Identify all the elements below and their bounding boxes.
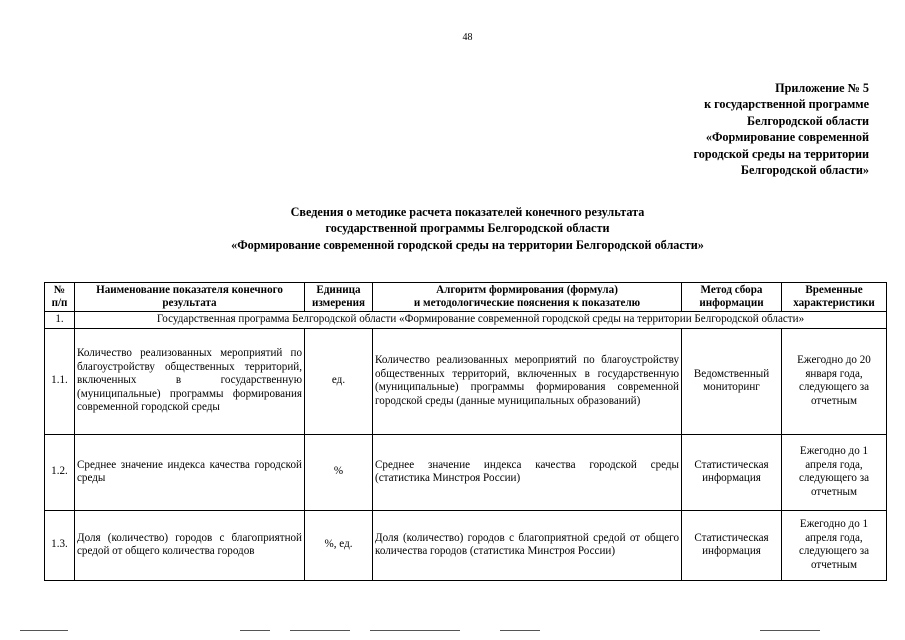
header-unit: Единица измерения: [305, 283, 373, 312]
header-method: Метод сбора информации: [682, 283, 782, 312]
appendix-line: Приложение № 5: [775, 81, 869, 95]
appendix-line: «Формирование современной: [705, 130, 869, 145]
section-row: [45, 312, 887, 329]
table-row: [45, 510, 887, 580]
header-time: Временные характеристики: [782, 283, 887, 312]
algorithm-cell: Доля (количество) городов с благоприятной средой от общего количества городов (статистика Минстроя России): [373, 510, 682, 580]
scan-edge-marks: [0, 628, 905, 634]
time-cell: Ежегодно до 1 апреля года, следующего за отчетным: [782, 510, 887, 580]
unit-cell: ед.: [305, 328, 373, 434]
page-number: 48: [462, 32, 473, 43]
document-title: [0, 204, 905, 253]
indicator-name: Доля (количество) городов с благоприятной средой от общего количества городов: [75, 510, 305, 580]
appendix-line: городской среды на территории: [693, 146, 869, 161]
section-title: Государственная программа Белгородской области «Формирование современной городской среды на территории Белгородской области»: [75, 312, 887, 329]
time-cell: Ежегодно до 1 апреля года, следующего за отчетным: [782, 434, 887, 510]
table-row: [45, 434, 887, 510]
appendix-line: Белгородской области»: [740, 163, 869, 178]
header-num: № п/п: [45, 283, 75, 312]
row-num: 1.3.: [45, 510, 75, 580]
row-num: 1.1.: [45, 328, 75, 434]
table-row: [45, 328, 887, 434]
section-num: 1.: [45, 312, 75, 329]
method-cell: Статистическая информация: [682, 510, 782, 580]
method-cell: Ведомственный мониторинг: [682, 328, 782, 434]
unit-cell: %: [305, 434, 373, 510]
unit-cell: %, ед.: [305, 510, 373, 580]
algorithm-cell: Количество реализованных мероприятий по благоустройству общественных территорий, включенных в государственную (муниципальные) программы формирования современной городской среды (данные муниципальных образований): [373, 328, 682, 434]
appendix-line: Белгородской области: [747, 113, 869, 128]
row-num: 1.2.: [45, 434, 75, 510]
header-algorithm: Алгоритм формирования (формула) и методологические пояснения к показателю: [373, 283, 682, 312]
title-line: государственной программы Белгородской области: [325, 221, 610, 236]
algorithm-cell: Среднее значение индекса качества городской среды (статистика Минстроя России): [373, 434, 682, 510]
method-cell: Статистическая информация: [682, 434, 782, 510]
header-row: [45, 283, 887, 312]
title-line: Сведения о методике расчета показателей конечного результата: [290, 205, 645, 219]
indicator-name: Среднее значение индекса качества городской среды: [75, 434, 305, 510]
header-name: Наименование показателя конечного результата: [75, 283, 305, 312]
methodology-table: [44, 282, 887, 581]
indicator-name: Количество реализованных мероприятий по благоустройству общественных территорий, включенных в государственную (муниципальные) программы формирования современной городской среды: [75, 328, 305, 434]
time-cell: Ежегодно до 20 января года, следующего за отчетным: [782, 328, 887, 434]
appendix-block: [694, 80, 870, 178]
appendix-line: к государственной программе: [704, 97, 869, 112]
title-line: «Формирование современной городской среды на территории Белгородской области»: [231, 237, 704, 252]
